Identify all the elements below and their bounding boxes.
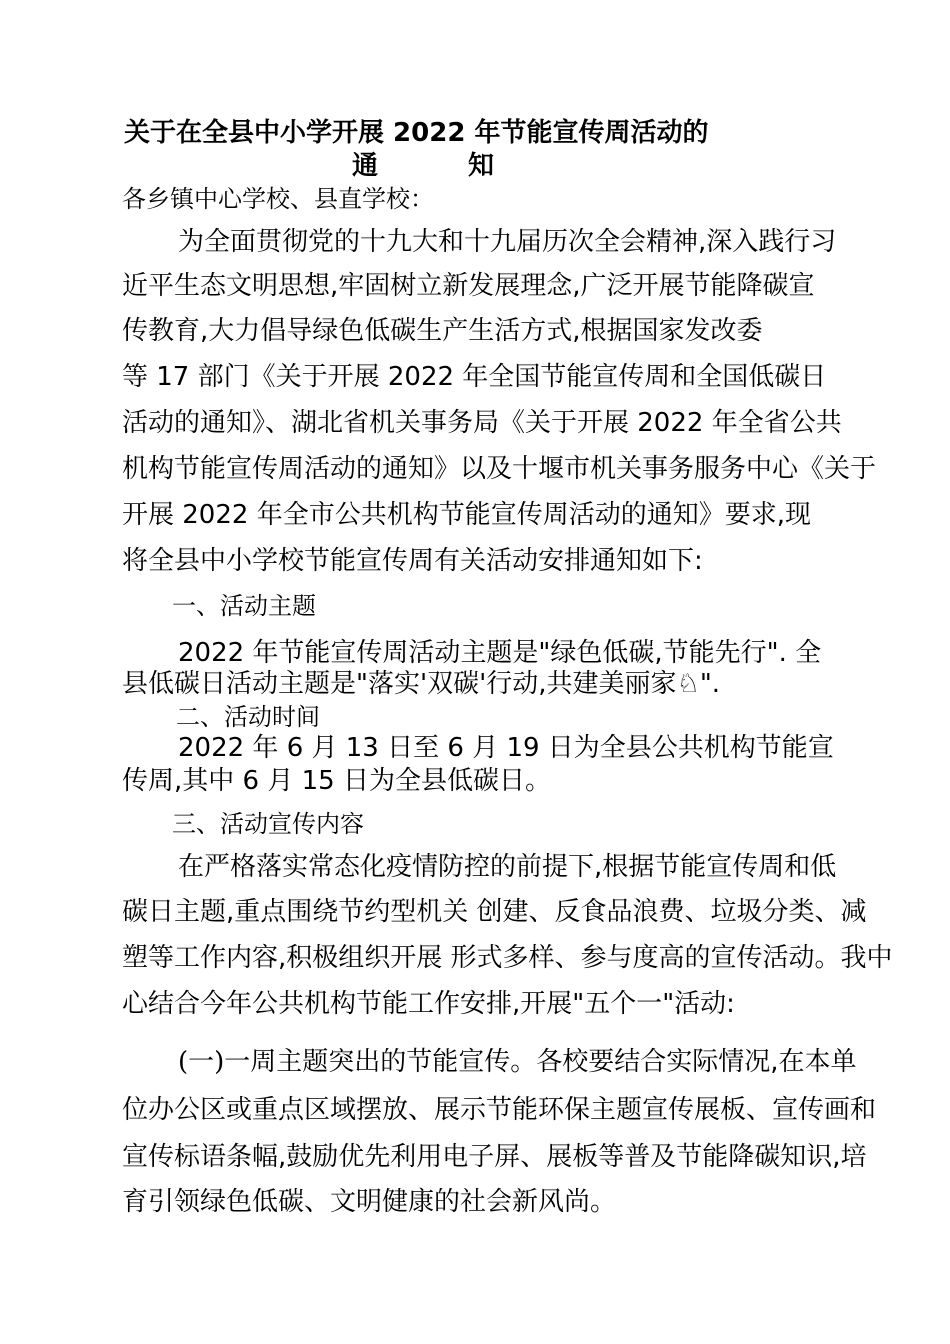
para1-line: 开展 2022 年全市公共机构节能宣传周活动的通知》要求,现 xyxy=(122,500,811,530)
item1-body-line: 位办公区或重点区域摆放、展示节能环保主题宣传展板、宣传画和 xyxy=(122,1095,877,1125)
document-title-line1: 关于在全县中小学开展 2022 年节能宣传周活动的 xyxy=(124,118,709,148)
para1-line: 将全县中小学校节能宣传周有关活动安排通知如下: xyxy=(122,546,703,576)
section1-body-line: 县低碳日活动主题是"落实'双碳'行动,共建美丽家♘". xyxy=(122,669,721,699)
section3-body-line: 心结合今年公共机构节能工作安排,开展"五个一"活动: xyxy=(122,989,735,1019)
item1-first-line xyxy=(178,1046,857,1078)
section2-body-line: 传周,其中 6 月 15 日为全县低碳日。 xyxy=(122,766,551,796)
section3-body-line: 塑等工作内容,积极组织开展 形式多样、参与度高的宣传活动。我中 xyxy=(122,943,893,973)
item1-body-line: 宣传标语条幅,鼓励优先利用电子屏、展板等普及节能降碳知识,培 xyxy=(122,1142,867,1172)
document-title-line2-part1: 通 xyxy=(352,151,379,181)
para1-line: 传教育,大力倡导绿色低碳生产生活方式,根据国家发改委 xyxy=(122,316,763,346)
section1-heading: 一、活动主题 xyxy=(172,592,316,620)
para1-line: 等 17 部门《关于开展 2022 年全国节能宣传周和全国低碳日 xyxy=(122,362,827,392)
para1-line: 活动的通知》、湖北省机关事务局《关于开展 2022 年全省公共 xyxy=(122,408,842,438)
item1-body-line: 育引领绿色低碳、文明健康的社会新风尚。 xyxy=(122,1187,617,1217)
para1-line: 近平生态文明思想,牢固树立新发展理念,广泛开展节能降碳宣 xyxy=(122,271,815,301)
item1-lead: (一)一周主题突出的节能宣传。 xyxy=(178,1047,537,1077)
section1-body-line: 2022 年节能宣传周活动主题是"绿色低碳,节能先行". 全 xyxy=(178,638,822,668)
section2-body-line: 2022 年 6 月 13 日至 6 月 19 日为全县公共机构节能宣 xyxy=(178,733,834,763)
item1-rest: 各校要结合实际情况,在本单 xyxy=(536,1047,857,1077)
section3-body-line: 在严格落实常态化疫情防控的前提下,根据节能宣传周和低 xyxy=(178,852,837,882)
document-title-line2-part2: 知 xyxy=(468,151,495,181)
salutation: 各乡镇中心学校、县直学校： xyxy=(122,185,434,213)
section3-heading: 三、活动宣传内容 xyxy=(172,810,364,838)
para1-line: 机构节能宣传周活动的通知》以及十堰市机关事务服务中心《关于 xyxy=(122,454,877,484)
section2-heading: 二、活动时间 xyxy=(176,703,320,731)
section3-body-line: 碳日主题,重点围绕节约型机关 创建、反食品浪费、垃圾分类、减 xyxy=(122,897,867,927)
para1-line: 为全面贯彻党的十九大和十九届历次全会精神,深入践行习 xyxy=(178,227,837,257)
